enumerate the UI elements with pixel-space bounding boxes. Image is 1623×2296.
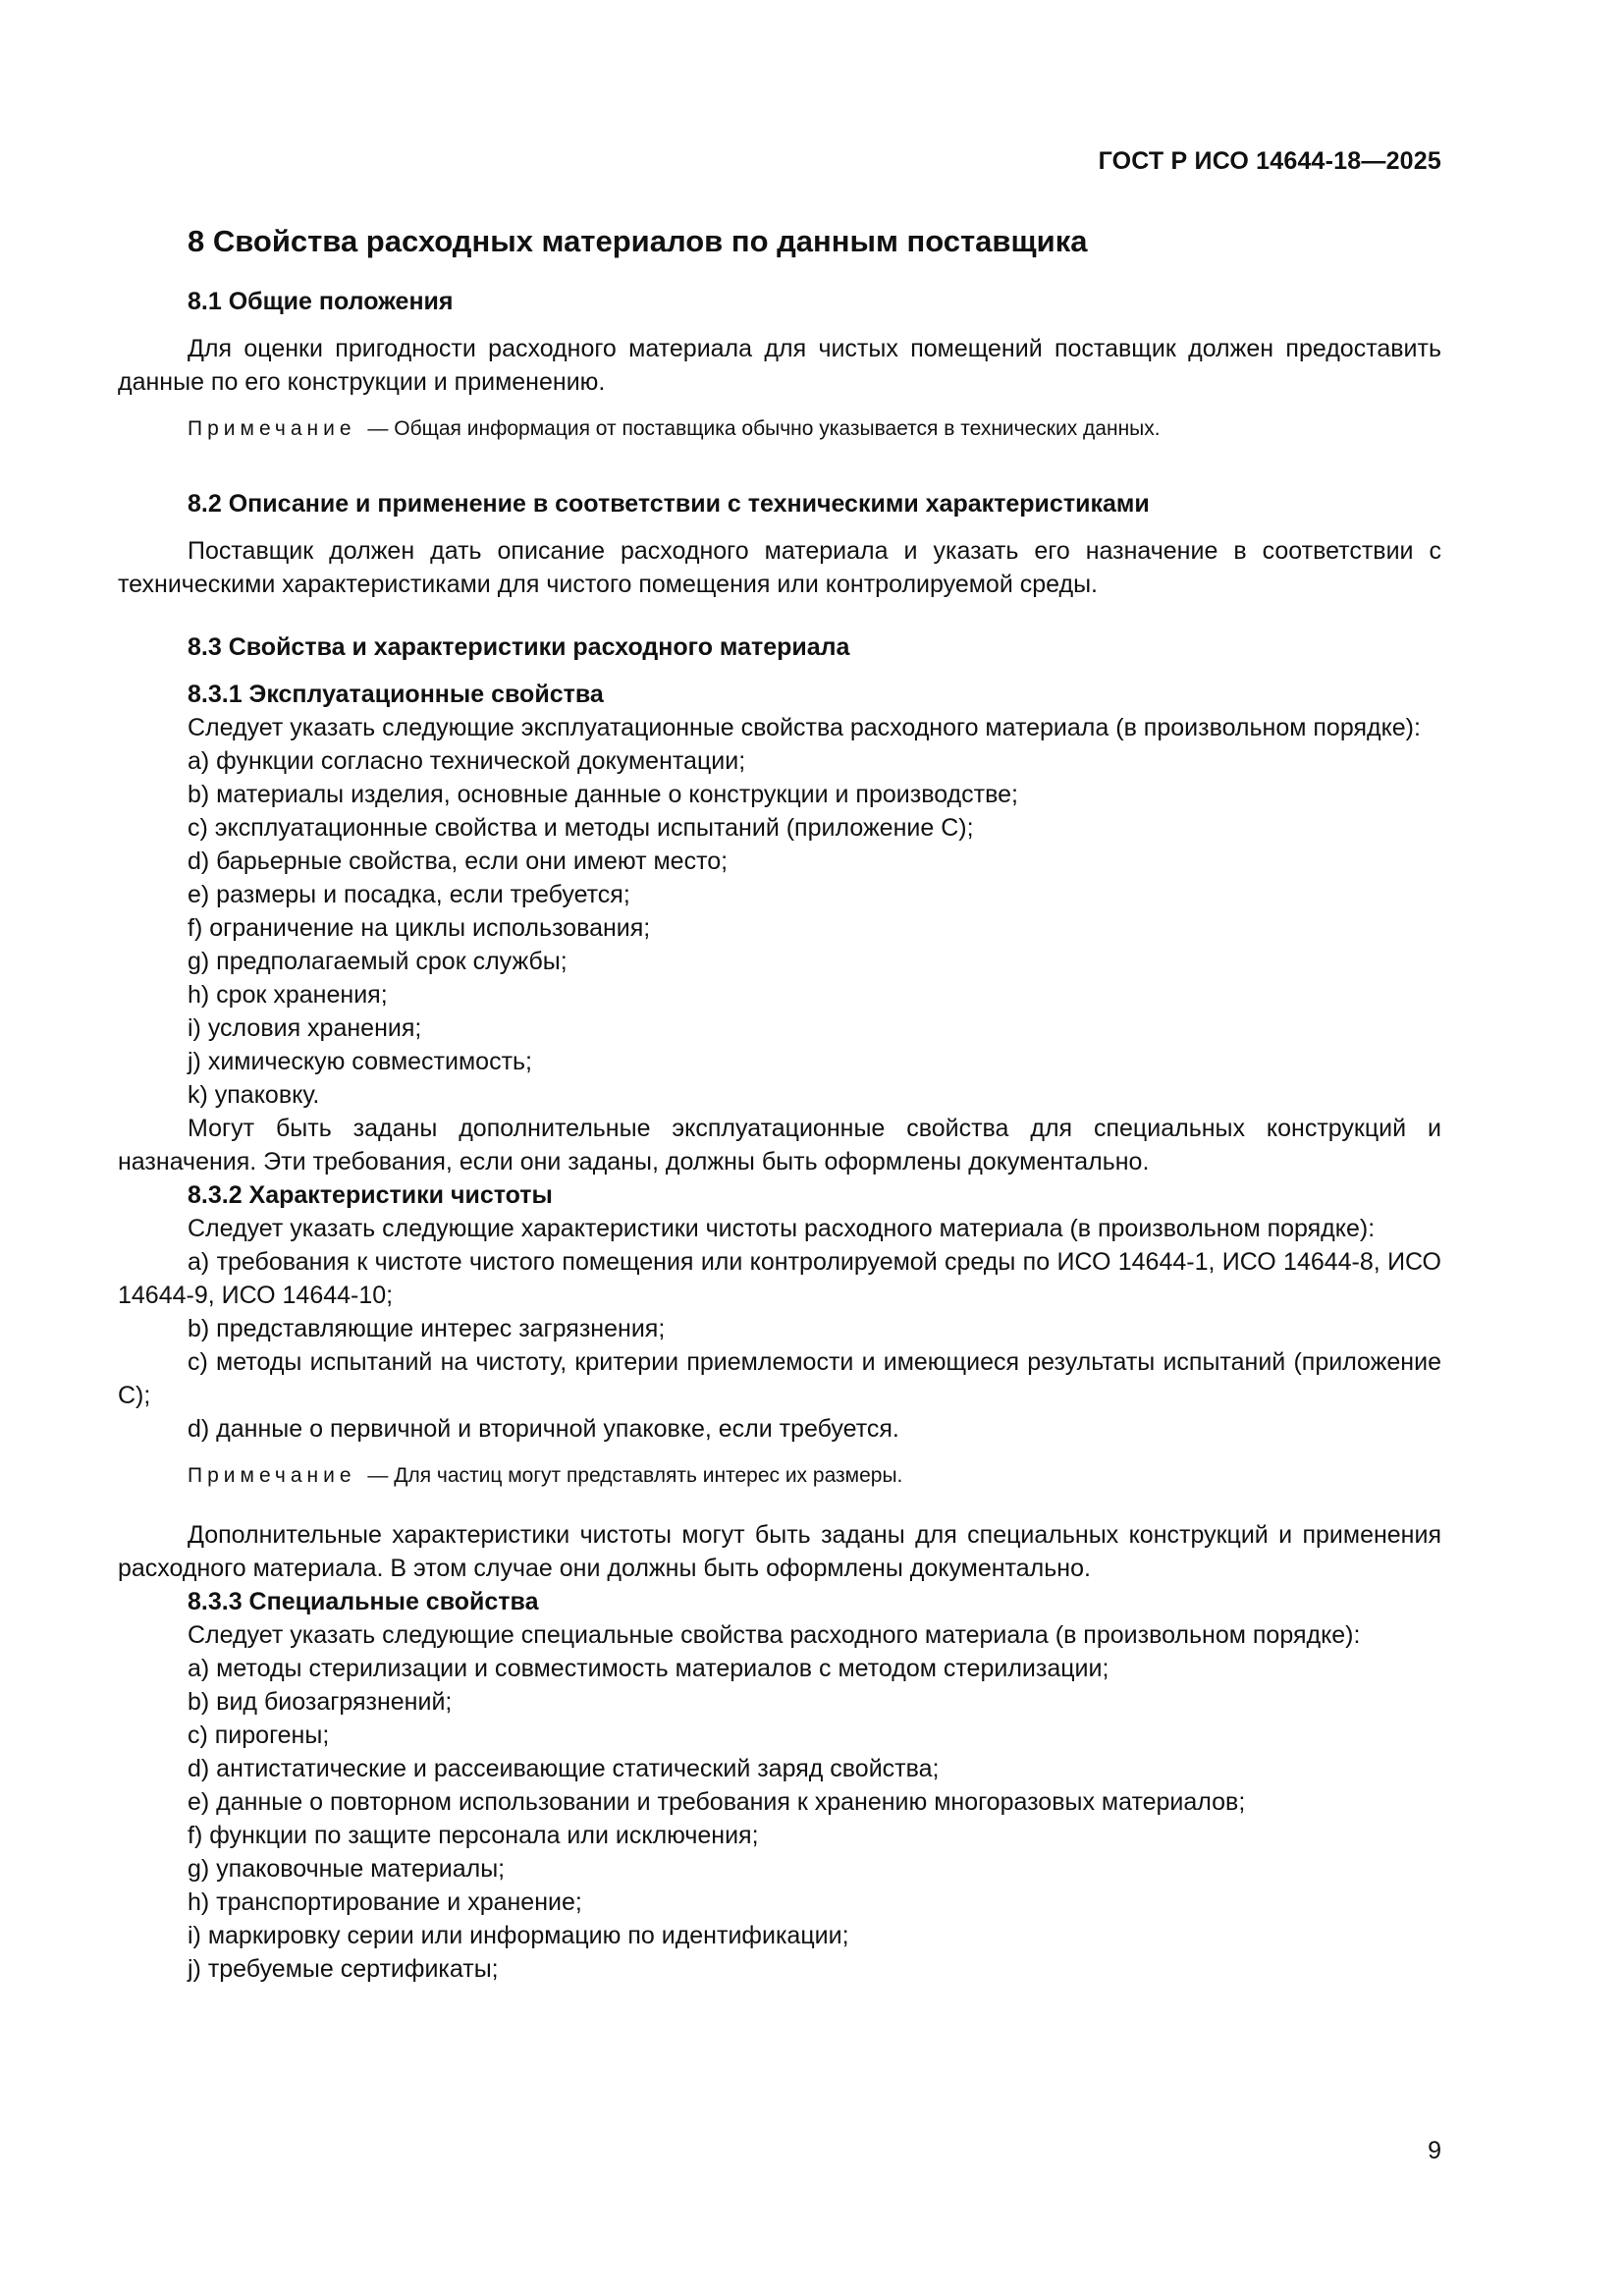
list-item: e) данные о повторном использовании и требования к хранению многоразовых материалов; [188, 1788, 1246, 1816]
list-item: a) функции согласно технической документации; [188, 747, 746, 775]
list-item: f) функции по защите персонала или исключения; [188, 1822, 759, 1849]
list-item: d) барьерные свойства, если они имеют место; [188, 847, 729, 875]
list-item: c) эксплуатационные свойства и методы испытаний (приложение С); [188, 814, 974, 842]
note-text: — Общая информация от поставщика обычно указывается в технических данных. [361, 417, 1161, 440]
list-item: i) маркировку серии или информацию по идентификации; [188, 1922, 849, 1949]
section-8-1-paragraph: Для оценки пригодности расходного материала для чистых помещений поставщик должен предоставить данные по его конструкции и применению. [118, 335, 1441, 396]
section-8-3-2-intro: Следует указать следующие характеристики чистоты расходного материала (в произвольном порядке): [188, 1215, 1376, 1242]
page-number: 9 [1428, 2137, 1441, 2164]
note-label: Примечание [188, 417, 356, 440]
section-8-3-3-intro: Следует указать следующие специальные свойства расходного материала (в произвольном порядке): [188, 1621, 1361, 1649]
standard-code-header: ГОСТ Р ИСО 14644-18—2025 [1098, 147, 1441, 175]
page-content [118, 222, 1441, 1986]
list-item: d) антистатические и рассеивающие статический заряд свойства; [188, 1755, 940, 1782]
section-8-2-paragraph: Поставщик должен дать описание расходного материала и указать его назначение в соответствии с техническими характеристиками для чистого помещения или контролируемой среды. [118, 537, 1441, 598]
list-item: b) материалы изделия, основные данные о конструкции и производстве; [188, 781, 1018, 808]
list-item: g) предполагаемый срок службы; [188, 948, 568, 975]
list-item: b) вид биозагрязнений; [188, 1688, 453, 1716]
section-8-3-3-title: 8.3.3 Специальные свойства [188, 1588, 539, 1615]
list-item: j) химическую совместимость; [188, 1048, 532, 1075]
section-8-3-2-note [118, 1459, 1441, 1493]
section-8-title: 8 Свойства расходных материалов по данным поставщика [188, 224, 1088, 258]
list-item: j) требуемые сертификаты; [188, 1955, 499, 1983]
note-text: — Для частиц могут представлять интерес их размеры. [361, 1464, 903, 1487]
list-item: g) упаковочные материалы; [188, 1855, 506, 1883]
list-item: a) требования к чистоте чистого помещения или контролируемой среды по ИСО 14644-1, ИСО 14644-8, ИСО 14644-9, ИСО 14644-10; [118, 1248, 1441, 1309]
section-8-3-1-intro: Следует указать следующие эксплуатационные свойства расходного материала (в произвольном порядке): [188, 714, 1421, 741]
list-item: i) условия хранения; [188, 1014, 422, 1042]
document-page [118, 0, 1441, 2296]
list-item: h) срок хранения; [188, 981, 388, 1009]
section-8-3-title: 8.3 Свойства и характеристики расходного материала [188, 633, 850, 661]
section-8-1-title: 8.1 Общие положения [188, 288, 454, 315]
list-item: a) методы стерилизации и совместимость материалов с методом стерилизации; [188, 1655, 1109, 1682]
list-item: e) размеры и посадка, если требуется; [188, 881, 630, 908]
list-item: c) методы испытаний на чистоту, критерии приемлемости и имеющиеся результаты испытаний (приложение С); [118, 1348, 1441, 1409]
section-8-3-1-outro: Могут быть заданы дополнительные эксплуатационные свойства для специальных конструкций и назначения. Эти требования, если они заданы, должны быть оформлены документально. [118, 1115, 1441, 1175]
section-8-3-1-title: 8.3.1 Эксплуатационные свойства [188, 681, 604, 708]
section-8-1-note [118, 412, 1441, 446]
list-item: d) данные о первичной и вторичной упаковке, если требуется. [188, 1415, 899, 1443]
list-item: c) пирогены; [188, 1722, 330, 1749]
list-item: f) ограничение на циклы использования; [188, 914, 651, 942]
section-8-3-2-title: 8.3.2 Характеристики чистоты [188, 1181, 553, 1209]
section-8-2-title: 8.2 Описание и применение в соответствии с техническими характеристиками [188, 490, 1150, 518]
note-label: Примечание [188, 1464, 356, 1487]
list-item: b) представляющие интерес загрязнения; [188, 1315, 666, 1342]
list-item: h) транспортирование и хранение; [188, 1888, 582, 1916]
list-item: k) упаковку. [188, 1081, 320, 1109]
section-8-3-2-outro: Дополнительные характеристики чистоты могут быть заданы для специальных конструкций и применения расходного материала. В этом случае они должны быть оформлены документально. [118, 1521, 1441, 1582]
